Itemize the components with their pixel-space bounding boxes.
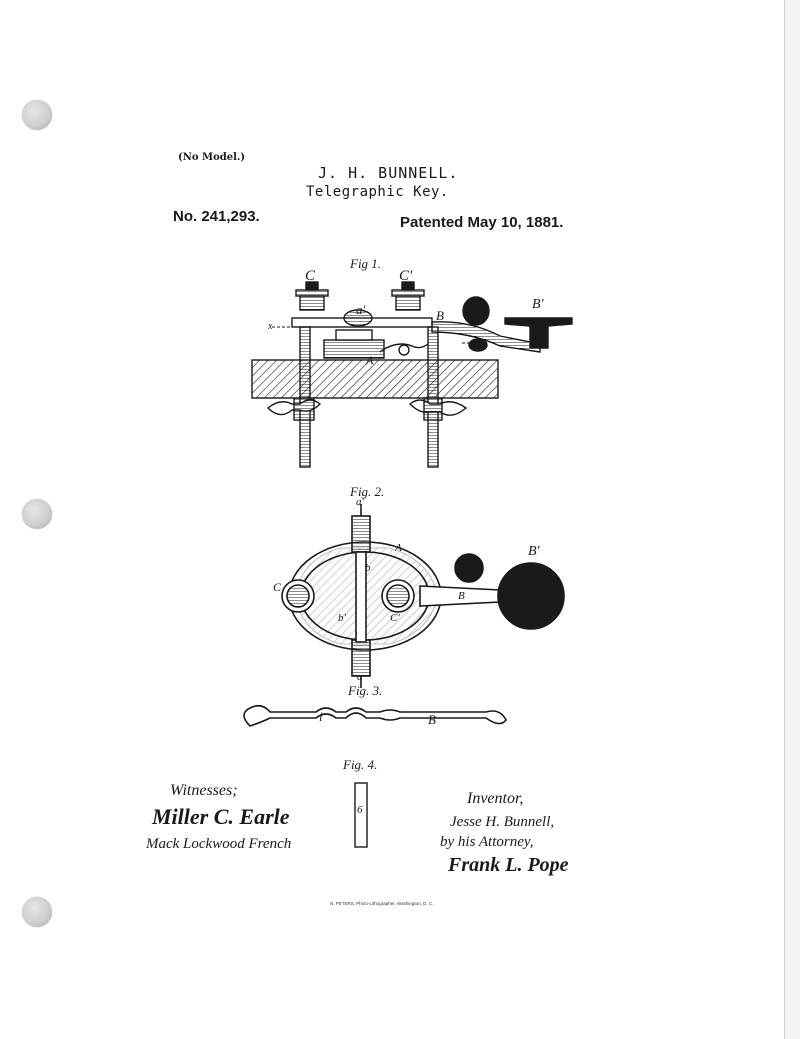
patent-date: Patented May 10, 1881.: [400, 214, 564, 231]
fig4-caption: Fig. 4.: [343, 757, 378, 772]
inventor-heading-sig: Inventor,: [467, 790, 524, 807]
label-fig2-C: C: [273, 580, 282, 594]
label-fig2-B-prime: B': [528, 544, 540, 559]
fig3-drawing: [244, 706, 506, 726]
label-fig2-b-prime: b': [338, 612, 346, 624]
fig1-caption: Fig 1.: [350, 256, 382, 271]
label-six: 6: [357, 804, 363, 816]
attorney-signature: Frank L. Pope: [448, 854, 569, 876]
witness-signature-1: Miller C. Earle: [152, 804, 290, 829]
fig3-caption: Fig. 3.: [348, 683, 383, 698]
label-fig2-B: B: [458, 590, 465, 602]
label-C: C: [305, 268, 316, 284]
witnesses-heading: Witnesses;: [170, 782, 238, 799]
label-A: A: [366, 353, 374, 367]
patent-title: Telegraphic Key.: [306, 184, 449, 200]
label-x: x: [268, 321, 273, 332]
label-a-prime: a': [356, 302, 366, 317]
label-fig2-A: A: [395, 542, 402, 554]
witness-signature-2: Mack Lockwood French: [146, 836, 292, 852]
lithographer-imprint: N. PETERS, Photo-Lithographer, Washington, D. C.: [330, 901, 434, 906]
patent-number: No. 241,293.: [173, 208, 260, 225]
label-fig3-B: B: [428, 712, 436, 727]
inventor-heading: J. H. BUNNELL.: [318, 164, 459, 182]
fig2-drawing: [282, 504, 564, 688]
fig1-drawing: [252, 282, 572, 467]
label-fig2-a-prime: a': [356, 496, 364, 508]
label-C-prime: C': [399, 268, 413, 284]
label-B-prime: B': [532, 297, 544, 312]
fig2-caption: Fig. 2.: [350, 484, 385, 499]
label-fig2-b: b: [365, 562, 371, 574]
label-fig2-C-prime: C': [390, 612, 400, 624]
label-i: i: [319, 709, 323, 724]
model-note: (No Model.): [178, 152, 246, 163]
inventor-signature: Jesse H. Bunnell,: [450, 814, 555, 830]
attorney-line: by his Attorney,: [440, 834, 534, 850]
label-fig2-a: a: [357, 672, 362, 683]
label-B: B: [436, 308, 444, 323]
